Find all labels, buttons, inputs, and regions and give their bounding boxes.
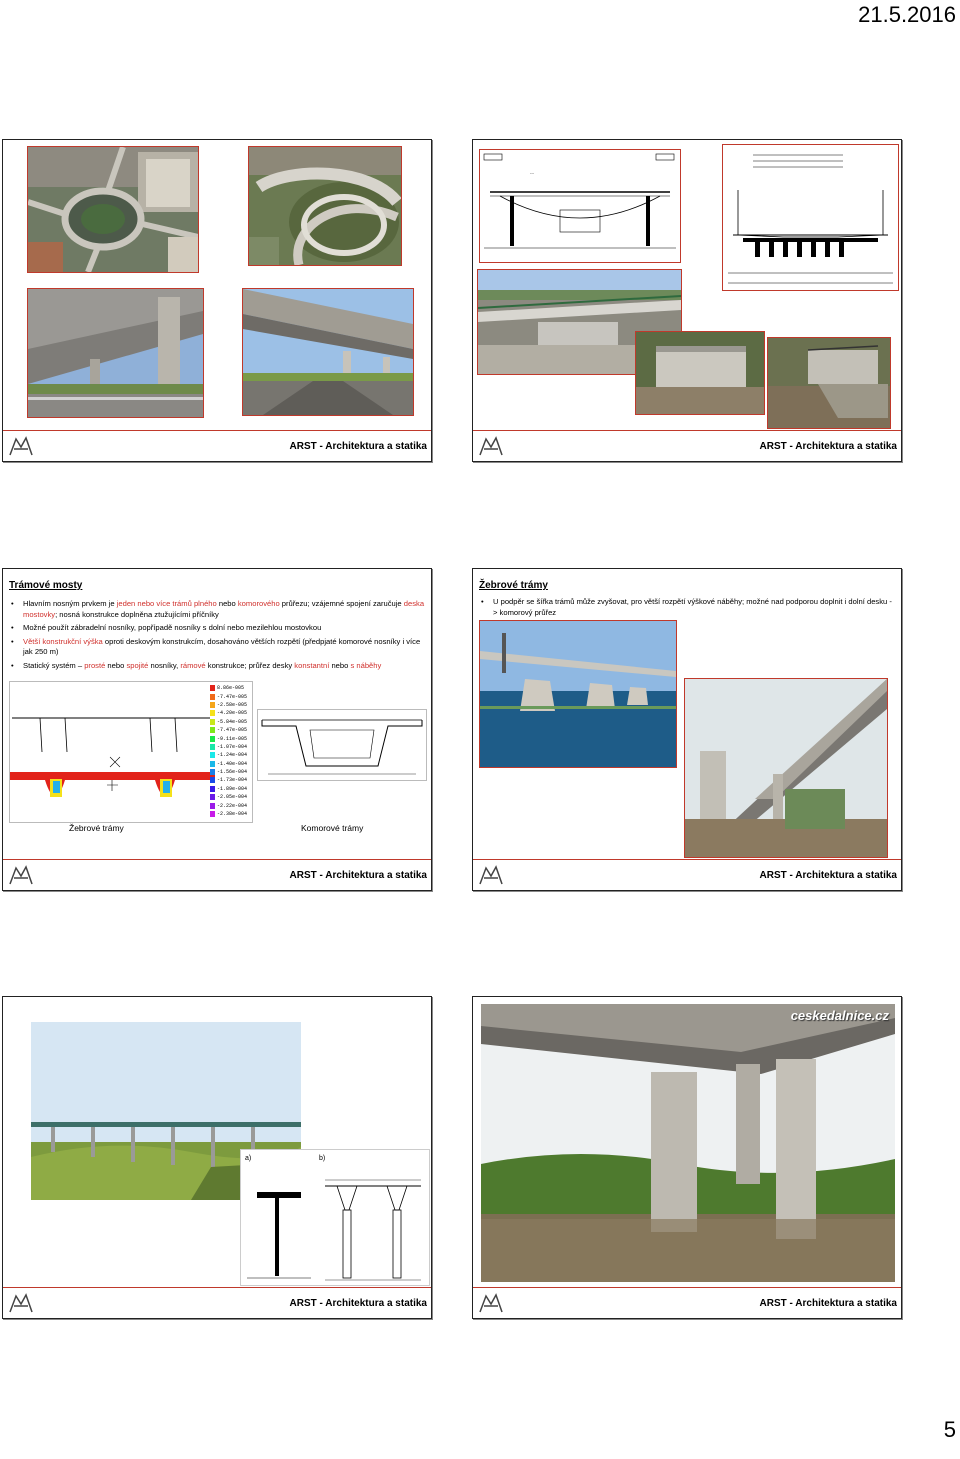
legend-entry <box>210 801 250 809</box>
arst-logo <box>478 435 504 457</box>
photo-underside-overpass <box>28 289 203 417</box>
photo-roundabout-aerial <box>28 147 198 272</box>
legend-entry <box>210 684 250 692</box>
photo-bridge-over-river <box>481 1004 895 1282</box>
bullet-item: • Možné použít zábradelní nosníky, popřípadě nosníky s dolní nebo mezilehlou mostovkou <box>9 623 425 634</box>
footer-rule <box>473 430 901 431</box>
legend-swatch <box>210 744 215 750</box>
photo-curved-ramp <box>249 147 401 265</box>
bullet-item: • U podpěr se šířka trámů může zvyšovat, pro větší rozpětí výškové náběhy; možné nad podporou doplnit i dolní desku -> komorový průřez <box>479 597 895 618</box>
legend-label: -2.22e-004 <box>217 802 248 809</box>
bullet-item: • Hlavním nosným prvkem je jeden nebo více trámů plného nebo komorového průřezu; vzájemné spojení zaručuje deska mostovky; nosná konstrukce doplněna ztužujícími příčníky <box>9 599 425 620</box>
footer-rule <box>473 859 901 860</box>
arst-logo <box>8 435 34 457</box>
legend-swatch <box>210 761 215 767</box>
legend-entry <box>210 760 250 768</box>
legend-label: -1.56e-004 <box>217 769 248 776</box>
legend-swatch <box>210 786 215 792</box>
slide-2 <box>472 139 902 462</box>
legend-swatch <box>210 777 215 783</box>
svg-text:b): b) <box>319 1155 326 1162</box>
slide-1 <box>2 139 432 462</box>
box-girder-section <box>257 709 427 781</box>
legend-label: -1.07e-004 <box>217 743 248 750</box>
svg-text:a): a) <box>245 1155 252 1162</box>
legend-entry <box>210 734 250 742</box>
legend-swatch <box>210 685 215 691</box>
photo-bridge-over-road <box>243 289 413 415</box>
footer-brand: ARST - Architektura a statika <box>289 870 427 881</box>
slide-title: Trámové mosty <box>9 580 83 591</box>
footer-brand: ARST - Architektura a statika <box>759 870 897 881</box>
drawing-pier-cross-section <box>240 1149 430 1286</box>
footer-rule <box>473 1287 901 1288</box>
slide-5 <box>2 996 432 1319</box>
watermark: ceskedalnice.cz <box>790 1008 889 1023</box>
legend-entry <box>210 718 250 726</box>
legend-entry <box>210 785 250 793</box>
legend-swatch <box>210 794 215 800</box>
legend-label: -4.20e-005 <box>217 710 248 717</box>
legend-entry <box>210 810 250 818</box>
slide-3 <box>2 568 432 891</box>
legend-entry <box>210 709 250 717</box>
legend-swatch <box>210 803 215 809</box>
legend-entry <box>210 751 250 759</box>
legend-label: -7.47e-005 <box>217 727 248 734</box>
legend-entry <box>210 743 250 751</box>
legend-label: -5.84e-005 <box>217 718 248 725</box>
legend-label: -2.58e-005 <box>217 701 248 708</box>
arst-logo <box>478 864 504 886</box>
legend-entry <box>210 701 250 709</box>
legend-label: -2.05e-004 <box>217 794 248 801</box>
legend-swatch <box>210 710 215 716</box>
footer-rule <box>3 430 431 431</box>
slide-4 <box>472 568 902 891</box>
caption-box-beams: Komorové trámy <box>301 823 364 833</box>
legend-label: -1.73e-004 <box>217 777 248 784</box>
footer-brand: ARST - Architektura a statika <box>759 441 897 452</box>
footer-brand: ARST - Architektura a statika <box>759 1298 897 1309</box>
fem-stress-plot <box>9 681 253 823</box>
legend-swatch <box>210 727 215 733</box>
footer-rule <box>3 1287 431 1288</box>
slide-6 <box>472 996 902 1319</box>
arst-logo <box>478 1292 504 1314</box>
photo-bridge-construction-2 <box>768 338 890 428</box>
slide-title: Žebrové trámy <box>479 580 548 591</box>
legend-entry <box>210 768 250 776</box>
legend-label: -9.11e-005 <box>217 735 248 742</box>
photo-underside-box-girder <box>685 679 887 857</box>
footer-rule <box>3 859 431 860</box>
legend-entry <box>210 776 250 784</box>
bullet-list <box>9 599 425 674</box>
footer-brand: ARST - Architektura a statika <box>289 1298 427 1309</box>
legend-swatch <box>210 769 215 775</box>
page-number: 5 <box>943 1417 956 1442</box>
bullet-item: • Větší konstrukční výška oproti deskovým konstrukcím, dosahováno větších rozpětí (předpjaté komorové nosníky i více jak 250 m) <box>9 637 425 658</box>
photo-river-bridge-piers <box>480 621 676 767</box>
legend-entry <box>210 793 250 801</box>
bullet-list <box>479 597 895 621</box>
legend-swatch <box>210 752 215 758</box>
legend-label: -1.24e-004 <box>217 752 248 759</box>
drawing-longitudinal-section <box>480 150 680 262</box>
legend-label: -1.89e-004 <box>217 785 248 792</box>
drawing-cross-section <box>723 145 898 290</box>
legend-label: 8.86e-005 <box>217 685 245 692</box>
bullet-item: • Statický systém – prosté nebo spojité nosníky, rámové konstrukce; průřez desky konstantní nebo s náběhy <box>9 661 425 672</box>
legend-swatch <box>210 736 215 742</box>
photo-bridge-construction-1 <box>636 332 764 414</box>
legend-swatch <box>210 694 215 700</box>
legend-label: -1.40e-004 <box>217 760 248 767</box>
legend-entry <box>210 726 250 734</box>
color-legend <box>210 684 250 818</box>
caption-ribbed-beams: Žebrové trámy <box>69 823 124 833</box>
legend-label: -2.38e-004 <box>217 811 248 818</box>
legend-swatch <box>210 811 215 817</box>
legend-entry <box>210 692 250 700</box>
print-date: 21.5.2016 <box>858 2 956 27</box>
arst-logo <box>8 864 34 886</box>
legend-swatch <box>210 702 215 708</box>
legend-label: -7.47e-005 <box>217 693 248 700</box>
arst-logo <box>8 1292 34 1314</box>
svg-text:---: --- <box>530 170 534 175</box>
legend-swatch <box>210 719 215 725</box>
footer-brand: ARST - Architektura a statika <box>289 441 427 452</box>
